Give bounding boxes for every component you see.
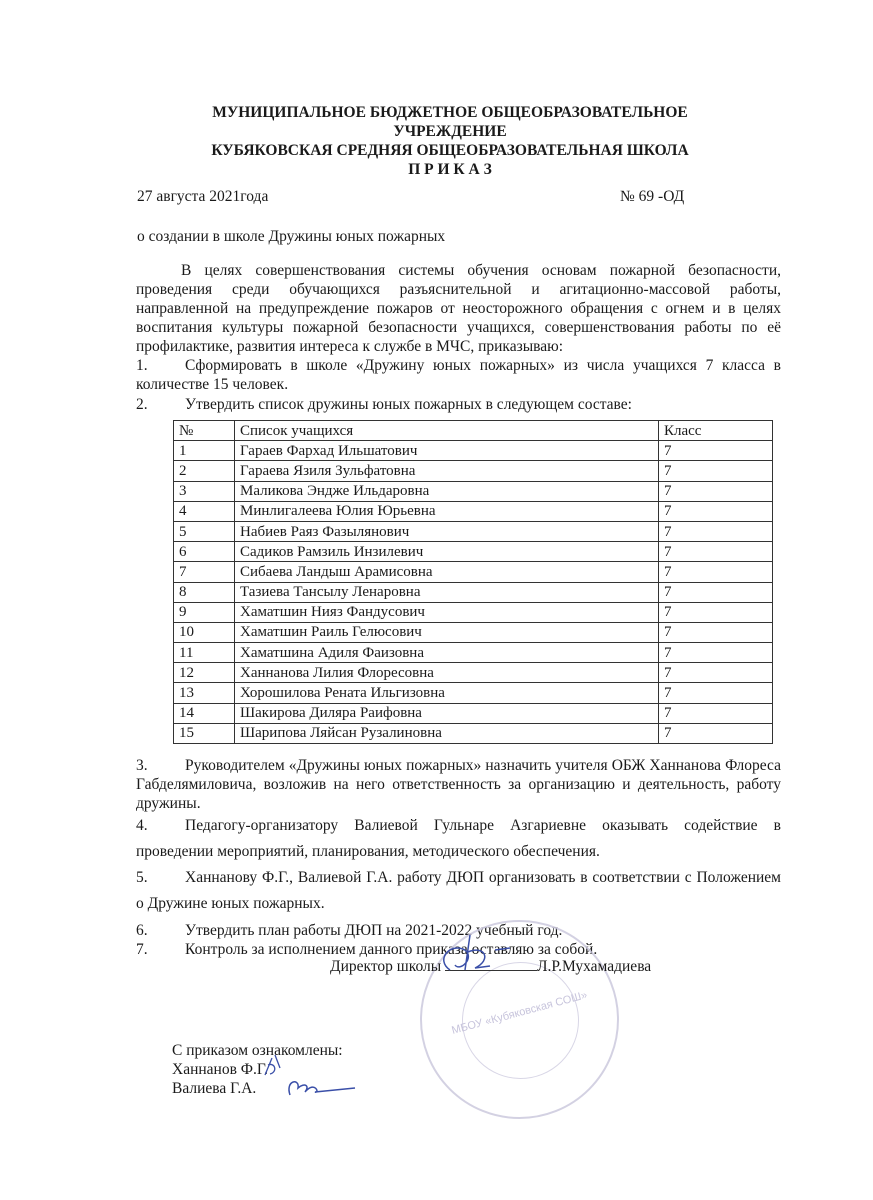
order-item: 7. Контроль за исполнением данного приказа оставляю за собой. (136, 941, 598, 958)
org-line-2: УЧРЕЖДЕНИЕ (393, 123, 507, 140)
row-number: 9 (174, 602, 235, 622)
order-number: № 69 -ОД (620, 188, 685, 205)
student-class: 7 (659, 481, 773, 501)
preamble: В целях совершенствования системы обучения основам пожарной безопасности, проведения среди обучающихся разъяснительной и агитационно-массовой работы, направленной на предупреждение пожаров от неосторожного обращения с огнем и в целях воспитания культуры пожарной безопасности учащихся, совершенствования работы по её профилактике, развития интереса к службе в МЧС, приказываю: (136, 262, 781, 355)
order-date: 27 августа 2021года (137, 188, 269, 205)
table-row (174, 481, 773, 501)
student-class: 7 (659, 683, 773, 703)
table-row (174, 622, 773, 642)
order-item: 2. Утвердить список дружины юных пожарных в следующем составе: (136, 396, 632, 413)
org-line-1: МУНИЦИПАЛЬНОЕ БЮДЖЕТНОЕ ОБЩЕОБРАЗОВАТЕЛЬНОЕ (212, 104, 688, 121)
student-name: Набиев Раяз Фазылянович (235, 521, 659, 541)
acknowledged-name: Ханнанов Ф.Г. (172, 1061, 268, 1078)
table-row (174, 542, 773, 562)
order-item: 5. Ханнанову Ф.Г., Валиевой Г.А. работу ДЮП организовать в соответствии с Положением о Дружине юных пожарных. (136, 869, 781, 912)
acknowledgement-label: С приказом ознакомлены: (172, 1042, 343, 1059)
row-number: 13 (174, 683, 235, 703)
table-row (174, 723, 773, 743)
student-class: 7 (659, 602, 773, 622)
row-number: 2 (174, 461, 235, 481)
student-name: Гараев Фархад Ильшатович (235, 441, 659, 461)
row-number: 3 (174, 481, 235, 501)
row-number: 8 (174, 582, 235, 602)
col-number-header: № (174, 421, 235, 441)
row-number: 5 (174, 521, 235, 541)
document-header (130, 103, 770, 179)
order-body-top (136, 261, 781, 414)
order-subject: о создании в школе Дружины юных пожарных (137, 228, 446, 245)
row-number: 12 (174, 663, 235, 683)
student-name: Шарипова Ляйсан Рузалиновна (235, 723, 659, 743)
student-class: 7 (659, 441, 773, 461)
row-number: 1 (174, 441, 235, 461)
student-name: Шакирова Диляра Раифовна (235, 703, 659, 723)
student-name: Сибаева Ландыш Арамисовна (235, 562, 659, 582)
student-name: Хаматшин Раиль Гелюсович (235, 622, 659, 642)
order-body-bottom (136, 756, 781, 959)
row-number: 7 (174, 562, 235, 582)
table-row (174, 461, 773, 481)
student-name: Минлигалеева Юлия Юрьевна (235, 501, 659, 521)
student-name: Хаматшина Адиля Фаизовна (235, 643, 659, 663)
director-name: Л.Р.Мухамадиева (537, 958, 652, 975)
row-number: 10 (174, 622, 235, 642)
student-name: Садиков Рамзиль Инзилевич (235, 542, 659, 562)
student-class: 7 (659, 622, 773, 642)
order-item: 3. Руководителем «Дружины юных пожарных» назначить учителя ОБЖ Ханнанова Флореса Габделямиловича, возложив на него ответственность за организацию и деятельность, работу дружины. (136, 757, 781, 812)
student-class: 7 (659, 643, 773, 663)
student-class: 7 (659, 521, 773, 541)
student-class: 7 (659, 542, 773, 562)
table-row (174, 521, 773, 541)
table-row (174, 683, 773, 703)
stamp-text: МБОУ «Кубяковская СОШ» (450, 989, 589, 1037)
student-class: 7 (659, 663, 773, 683)
table-row (174, 562, 773, 582)
row-number: 11 (174, 643, 235, 663)
order-item: 1. Сформировать в школе «Дружину юных пожарных» из числа учащихся 7 класса в количестве 15 человек. (136, 357, 781, 393)
col-name-header: Список учащихся (235, 421, 659, 441)
row-number: 15 (174, 723, 235, 743)
director-signature-icon (430, 930, 520, 980)
student-class: 7 (659, 582, 773, 602)
student-class: 7 (659, 501, 773, 521)
table-row (174, 441, 773, 461)
acknowledgement-signatures-icon (260, 1050, 360, 1100)
acknowledged-name: Валиева Г.А. (172, 1080, 257, 1097)
order-item: 6. Утвердить план работы ДЮП на 2021-2022 учебный год. (136, 922, 563, 939)
student-name: Хорошилова Рената Ильгизовна (235, 683, 659, 703)
student-name: Маликова Эндже Ильдаровна (235, 481, 659, 501)
student-class: 7 (659, 562, 773, 582)
table-row (174, 663, 773, 683)
row-number: 4 (174, 501, 235, 521)
table-row (174, 602, 773, 622)
table-header-row (174, 421, 773, 441)
document-type: П Р И К А З (408, 161, 492, 178)
table-row (174, 643, 773, 663)
student-class: 7 (659, 703, 773, 723)
student-class: 7 (659, 461, 773, 481)
order-item: 4. Педагогу-организатору Валиевой Гульнаре Азгариевне оказывать содействие в проведении мероприятий, планирования, методического обеспечения. (136, 817, 781, 860)
school-name: КУБЯКОВСКАЯ СРЕДНЯЯ ОБЩЕОБРАЗОВАТЕЛЬНАЯ ШКОЛА (211, 142, 689, 159)
student-name: Тазиева Тансылу Ленаровна (235, 582, 659, 602)
student-name: Гараева Язиля Зульфатовна (235, 461, 659, 481)
table-row (174, 703, 773, 723)
col-class-header: Класс (659, 421, 773, 441)
student-name: Ханнанова Лилия Флоресовна (235, 663, 659, 683)
students-table (173, 420, 773, 744)
table-row (174, 582, 773, 602)
row-number: 6 (174, 542, 235, 562)
director-title: Директор школы (330, 958, 442, 975)
table-row (174, 501, 773, 521)
student-class: 7 (659, 723, 773, 743)
row-number: 14 (174, 703, 235, 723)
student-name: Хаматшин Нияз Фандусович (235, 602, 659, 622)
